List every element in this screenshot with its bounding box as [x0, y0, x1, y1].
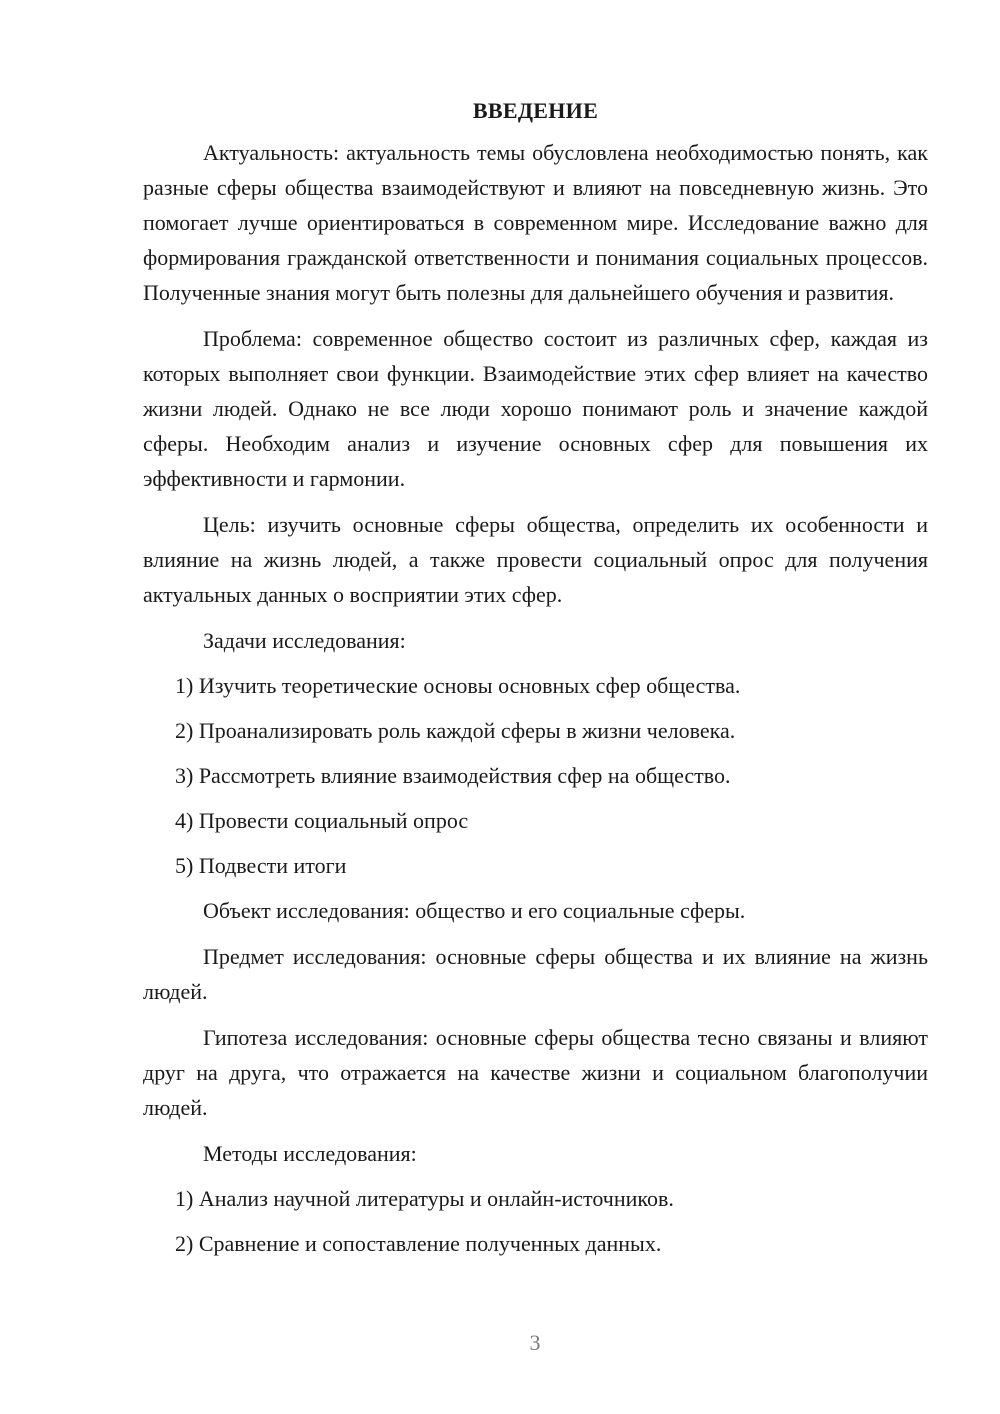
list-item: 4) Провести социальный опрос — [175, 808, 469, 833]
document-page — [143, 93, 928, 1271]
hypothesis-paragraph: Гипотеза исследования: основные сферы общества тесно связаны и влияют друг на друга, что отражается на качестве жизни и социальном благополучии людей. — [143, 1025, 928, 1120]
tasks-list — [143, 668, 928, 883]
page-title: ВВЕДЕНИЕ — [472, 98, 599, 123]
list-item: 2) Сравнение и сопоставление полученных данных. — [175, 1231, 662, 1256]
problem-paragraph: Проблема: современное общество состоит из различных сфер, каждая из которых выполняет свои функции. Взаимодействие этих сфер влияет на качество жизни людей. Однако не все люди хорошо понимают роль и значение каждой сферы. Необходим анализ и изучение основных сфер для повышения их эффективности и гармонии. — [143, 326, 928, 491]
list-item: 1) Изучить теоретические основы основных сфер общества. — [175, 673, 741, 698]
list-item: 2) Проанализировать роль каждой сферы в жизни человека. — [175, 718, 736, 743]
list-item: 1) Анализ научной литературы и онлайн-источников. — [175, 1186, 674, 1211]
relevance-paragraph: Актуальность: актуальность темы обусловлена необходимостью понять, как разные сферы общества взаимодействуют и влияют на повседневную жизнь. Это помогает лучше ориентироваться в современном мире. Исследование важно для формирования гражданской ответственности и понимания социальных процессов. Полученные знания могут быть полезны для дальнейшего обучения и развития. — [143, 140, 928, 305]
tasks-heading: Задачи исследования: — [203, 628, 406, 653]
subject-paragraph: Предмет исследования: основные сферы общества и их влияние на жизнь людей. — [143, 944, 928, 1004]
list-item: 5) Подвести итоги — [175, 853, 347, 878]
goal-paragraph: Цель: изучить основные сферы общества, определить их особенности и влияние на жизнь людей, а также провести социальный опрос для получения актуальных данных о восприятии этих сфер. — [143, 512, 928, 607]
methods-heading: Методы исследования: — [203, 1141, 417, 1166]
object-paragraph: Объект исследования: общество и его социальные сферы. — [203, 898, 746, 923]
list-item: 3) Рассмотреть влияние взаимодействия сфер на общество. — [175, 763, 731, 788]
page-number: 3 — [529, 1330, 541, 1355]
methods-list — [143, 1181, 928, 1261]
